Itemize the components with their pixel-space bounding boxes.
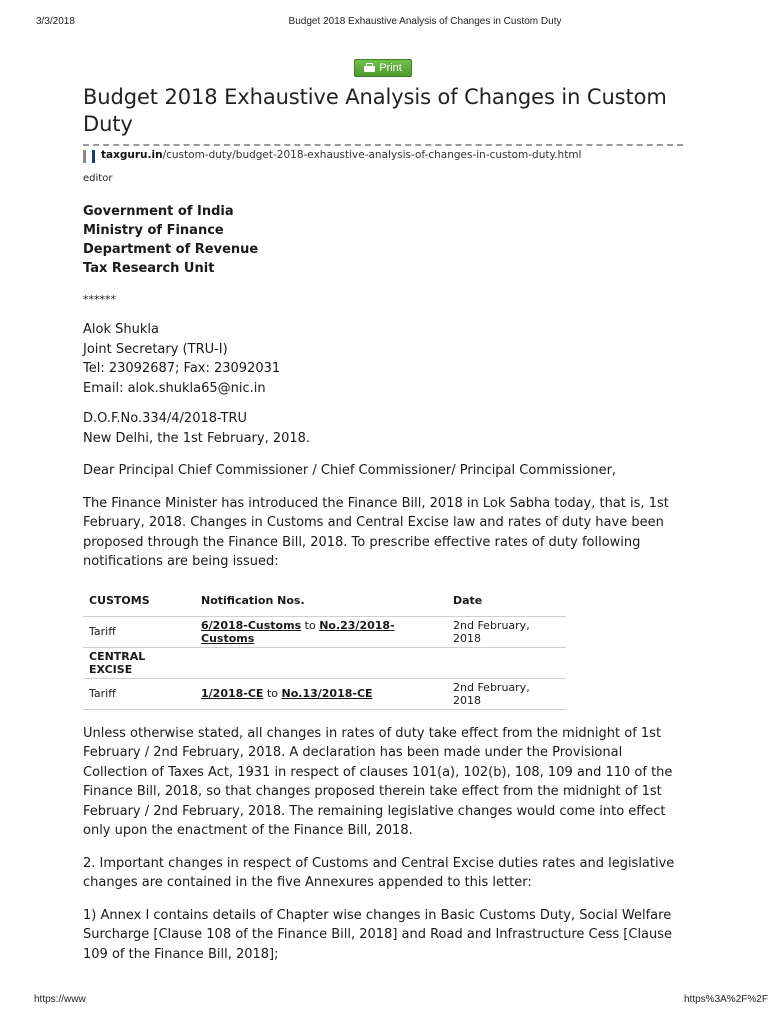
source-path: /custom-duty/budget-2018-exhaustive-analysis-of-changes-in-custom-duty.html bbox=[162, 149, 582, 161]
sender-designation: Joint Secretary (TRU-I) bbox=[83, 341, 228, 357]
print-button-label: Print bbox=[379, 62, 402, 74]
reference-number: D.O.F.No.334/4/2018-TRU bbox=[83, 411, 247, 426]
row-date: 2nd February, 2018 bbox=[447, 678, 566, 709]
salutation: Dear Principal Chief Commissioner / Chief Commissioner/ Principal Commissioner, bbox=[83, 463, 617, 478]
header-cell: CUSTOMS bbox=[83, 586, 195, 617]
section-label: CENTRAL EXCISE bbox=[83, 647, 195, 678]
header-cell: Notification Nos. bbox=[195, 586, 447, 617]
sender-email: Email: alok.shukla65@nic.in bbox=[83, 380, 266, 396]
empty-cell bbox=[195, 647, 447, 678]
url-marker-blue bbox=[92, 150, 95, 163]
paragraph-effective-date: Unless otherwise stated, all changes in rates of duty take effect from the midnight of 1st February / 2nd February, 2018. A declaration has been made under the Provisional Collection of Taxes Act, 1931 in respect of clauses 101(a), 102(b), 108, 109 and 110 of the Finance Bill, 2018, so that changes proposed therein take effect from the midnight of 1st February / 2nd February, 2018. The remaining legislative changes would come into effect only upon the enactment of the Finance Bill, 2018. bbox=[83, 725, 673, 838]
notification-link-from[interactable]: 1/2018-CE bbox=[201, 687, 264, 700]
paragraph-annex-1: 1) Annex I contains details of Chapter wise changes in Basic Customs Duty, Social Welfare Surcharge [Clause 108 of the Finance Bill, 2018] and Road and Infrastructure Cess [Clause 109 of the Finance Bill, 2018]; bbox=[83, 907, 673, 962]
footer-url-right: https%3A%2F%2F bbox=[684, 994, 768, 1005]
address-line: Government of India bbox=[83, 204, 234, 219]
address-line: Tax Research Unit bbox=[83, 261, 215, 276]
article-title: Budget 2018 Exhaustive Analysis of Changes in Custom Duty bbox=[83, 85, 667, 136]
sender-phone: Tel: 23092687; Fax: 23092031 bbox=[83, 361, 281, 376]
notification-range bbox=[195, 616, 447, 647]
print-footer bbox=[0, 994, 768, 1008]
notifications-table bbox=[83, 586, 566, 710]
reference-block bbox=[83, 409, 683, 448]
notification-link-to[interactable]: No.13/2018-CE bbox=[281, 687, 373, 700]
place-date: New Delhi, the 1st February, 2018. bbox=[83, 430, 311, 446]
range-to: to bbox=[304, 618, 316, 632]
separator-stars: ****** bbox=[83, 293, 116, 306]
letter-address-block bbox=[83, 202, 683, 278]
printer-icon bbox=[364, 63, 375, 73]
sender-block bbox=[83, 320, 683, 398]
sender-name: Alok Shukla bbox=[83, 322, 159, 337]
row-date: 2nd February, 2018 bbox=[447, 616, 566, 647]
empty-cell bbox=[447, 647, 566, 678]
url-marker-gray bbox=[83, 150, 86, 163]
notification-range bbox=[195, 678, 447, 709]
footer-url-left: https://www bbox=[34, 994, 86, 1005]
address-line: Ministry of Finance bbox=[83, 223, 224, 238]
table-section-row bbox=[83, 647, 566, 678]
notification-link-from[interactable]: 6/2018-Customs bbox=[201, 618, 302, 632]
table-header-row bbox=[83, 586, 566, 617]
notification-link-to[interactable]: No.23/2018-Customs bbox=[201, 618, 395, 645]
print-header bbox=[0, 16, 768, 30]
source-domain: taxguru.in bbox=[101, 149, 163, 161]
source-url-row bbox=[83, 144, 683, 165]
range-to: to bbox=[266, 687, 278, 700]
author: editor bbox=[83, 173, 113, 184]
row-label: Tariff bbox=[83, 616, 195, 647]
print-button[interactable] bbox=[354, 59, 412, 77]
paragraph-intro: The Finance Minister has introduced the Finance Bill, 2018 in Lok Sabha today, that is, 1st February, 2018. Changes in Customs and Central Excise law and rates of duty have been proposed through the Finance Bill, 2018. To prescribe effective rates of duty following notifications are being issued: bbox=[83, 495, 669, 569]
paragraph-annexures: 2. Important changes in respect of Customs and Central Excise duties rates and legislative changes are contained in the five Annexures appended to this letter: bbox=[83, 855, 675, 890]
header-cell: Date bbox=[447, 586, 566, 617]
table-row bbox=[83, 678, 566, 709]
table-row bbox=[83, 616, 566, 647]
print-page-title: Budget 2018 Exhaustive Analysis of Changes in Custom Duty bbox=[288, 16, 562, 27]
source-url-link[interactable] bbox=[101, 149, 581, 161]
row-label: Tariff bbox=[83, 678, 195, 709]
address-line: Department of Revenue bbox=[83, 242, 259, 257]
print-date: 3/3/2018 bbox=[36, 16, 75, 27]
article bbox=[83, 84, 683, 964]
